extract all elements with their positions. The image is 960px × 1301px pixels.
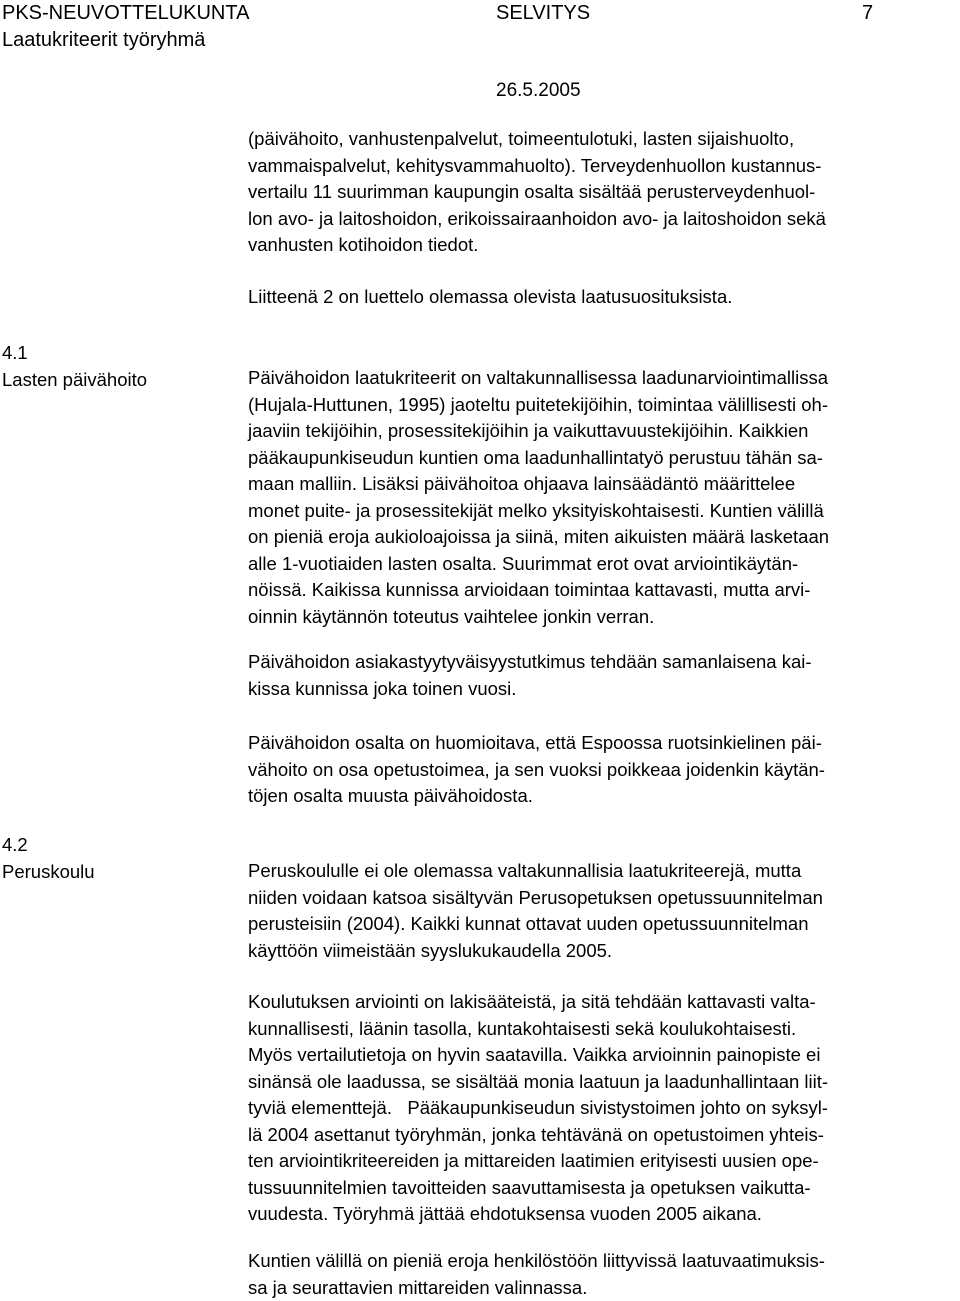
text-line: maan malliin. Lisäksi päivähoitoa ohjaava lainsäädäntö määrittelee: [248, 473, 796, 494]
text-line: jaaviin tekijöihin, prosessitekijöihin ja vaikuttavuustekijöihin. Kaikkien: [248, 420, 809, 441]
text-line: kunnallisesti, läänin tasolla, kuntakohtaisesti sekä koulukohtaisesti.: [248, 1017, 797, 1039]
text-line: oinnin käytännön toteutus vaihtelee jonkin verran.: [248, 605, 655, 627]
text-line: (päivähoito, vanhustenpalvelut, toimeentulotuki, lasten sijaishuolto,: [248, 128, 795, 149]
appendix-note: [248, 284, 732, 311]
text-line: Koulutuksen arviointi on lakisääteistä, ja sitä tehdään kattavasti valta-: [248, 991, 816, 1012]
text-line: Kuntien välillä on pieniä eroja henkilöstöön liittyvissä laatuvaatimuksis-: [248, 1250, 825, 1271]
section-4-1-heading: [2, 340, 147, 393]
section-number: 4.1: [2, 342, 28, 363]
text-line: Myös vertailutietoja on hyvin saatavilla. Vaikka arvioinnin painopiste ei: [248, 1044, 821, 1065]
section-4-2-heading: [2, 832, 95, 885]
text-line: sa ja seurattavien mittareiden valinnassa.: [248, 1276, 588, 1298]
section-4-2-paragraph-2: [248, 989, 828, 1228]
text-line: tussuunnitelmien tavoitteiden saavuttamisesta ja opetuksen vaikutta-: [248, 1176, 811, 1198]
section-number: 4.2: [2, 834, 28, 855]
text-line: Päivähoidon laatukriteerit on valtakunnallisessa laadunarviointimallissa: [248, 367, 828, 388]
text-line: tyviä elementtejä. Pääkaupunkiseudun sivistystoimen johto on syksyl-: [248, 1097, 828, 1118]
text-line: (Hujala-Huttunen, 1995) jaoteltu puitetekijöihin, toimintaa välillisesti oh-: [248, 393, 828, 415]
text-line: lä 2004 asettanut työryhmän, jonka tehtävänä on opetustoimen yhteis-: [248, 1123, 824, 1145]
text-line: vanhusten kotihoidon tiedot.: [248, 234, 479, 255]
text-line: vähoito on osa opetustoimea, ja sen vuoksi poikkeaa joidenkin käytän-: [248, 758, 825, 780]
intro-paragraph: [248, 126, 826, 259]
text-line: vuudesta. Työryhmä jättää ehdotuksensa vuoden 2005 aikana.: [248, 1203, 762, 1224]
text-line: vammaispalvelut, kehitysvammahuolto). Terveydenhuollon kustannus-: [248, 154, 822, 176]
section-4-1-paragraph-3: [248, 730, 825, 810]
text-line: alle 1-vuotiaiden lasten osalta. Suurimmat erot ovat arviointikäytän-: [248, 552, 799, 574]
text-line: monet puite- ja prosessitekijät melko yksityiskohtaisesti. Kuntien välillä: [248, 499, 824, 521]
text-line: niiden voidaan katsoa sisältyvän Perusopetuksen opetussuunnitelman: [248, 886, 823, 908]
section-4-1-paragraph-2: [248, 649, 812, 702]
section-title: Peruskoulu: [2, 860, 95, 882]
text-line: ten arviointikriteereiden ja mittareiden laatimien erityisesti uusien ope-: [248, 1150, 819, 1171]
section-4-2-paragraph-1: [248, 858, 823, 964]
text-line: nöissä. Kaikissa kunnissa arvioidaan toimintaa kattavasti, mutta arvi-: [248, 579, 811, 600]
text-line: pääkaupunkiseudun kuntien oma laadunhallintatyö perustuu tähän sa-: [248, 446, 823, 468]
text-line: lon avo- ja laitoshoidon, erikoissairaanhoidon avo- ja laitoshoidon sekä: [248, 207, 826, 229]
text-line: Liitteenä 2 on luettelo olemassa olevista laatusuosituksista.: [248, 286, 733, 307]
text-line: sinänsä ole laadussa, se sisältää monia laatuun ja laadunhallintaan liit-: [248, 1070, 829, 1092]
header-organization: PKS-NEUVOTTELUKUNTA: [2, 2, 250, 24]
text-line: Päivähoidon osalta on huomioitava, että Espoossa ruotsinkielinen päi-: [248, 732, 822, 753]
text-line: kissa kunnissa joka toinen vuosi.: [248, 677, 517, 699]
section-4-2-paragraph-3: [248, 1248, 825, 1301]
text-line: perusteisiin (2004). Kaikki kunnat ottavat uuden opetussuunnitelman: [248, 913, 809, 934]
text-line: Päivähoidon asiakastyytyväisyystutkimus tehdään samanlaisena kai-: [248, 651, 812, 672]
header-doc-type: SELVITYS: [496, 2, 591, 24]
section-title: Lasten päivähoito: [2, 368, 148, 390]
header-date: 26.5.2005: [496, 80, 581, 101]
text-line: Peruskoululle ei ole olemassa valtakunnallisia laatukriteerejä, mutta: [248, 860, 802, 881]
header-page-number: 7: [862, 2, 874, 24]
header-group: Laatukriteerit työryhmä: [2, 29, 206, 51]
section-4-1-paragraph-1: [248, 365, 829, 630]
text-line: töjen osalta muusta päivähoidosta.: [248, 785, 533, 806]
text-line: käyttöön viimeistään syyslukukaudella 2005.: [248, 939, 613, 961]
text-line: on pieniä eroja aukioloajoissa ja siinä, miten aikuisten määrä lasketaan: [248, 526, 830, 547]
text-line: vertailu 11 suurimman kaupungin osalta sisältää perusterveydenhuol-: [248, 181, 816, 202]
